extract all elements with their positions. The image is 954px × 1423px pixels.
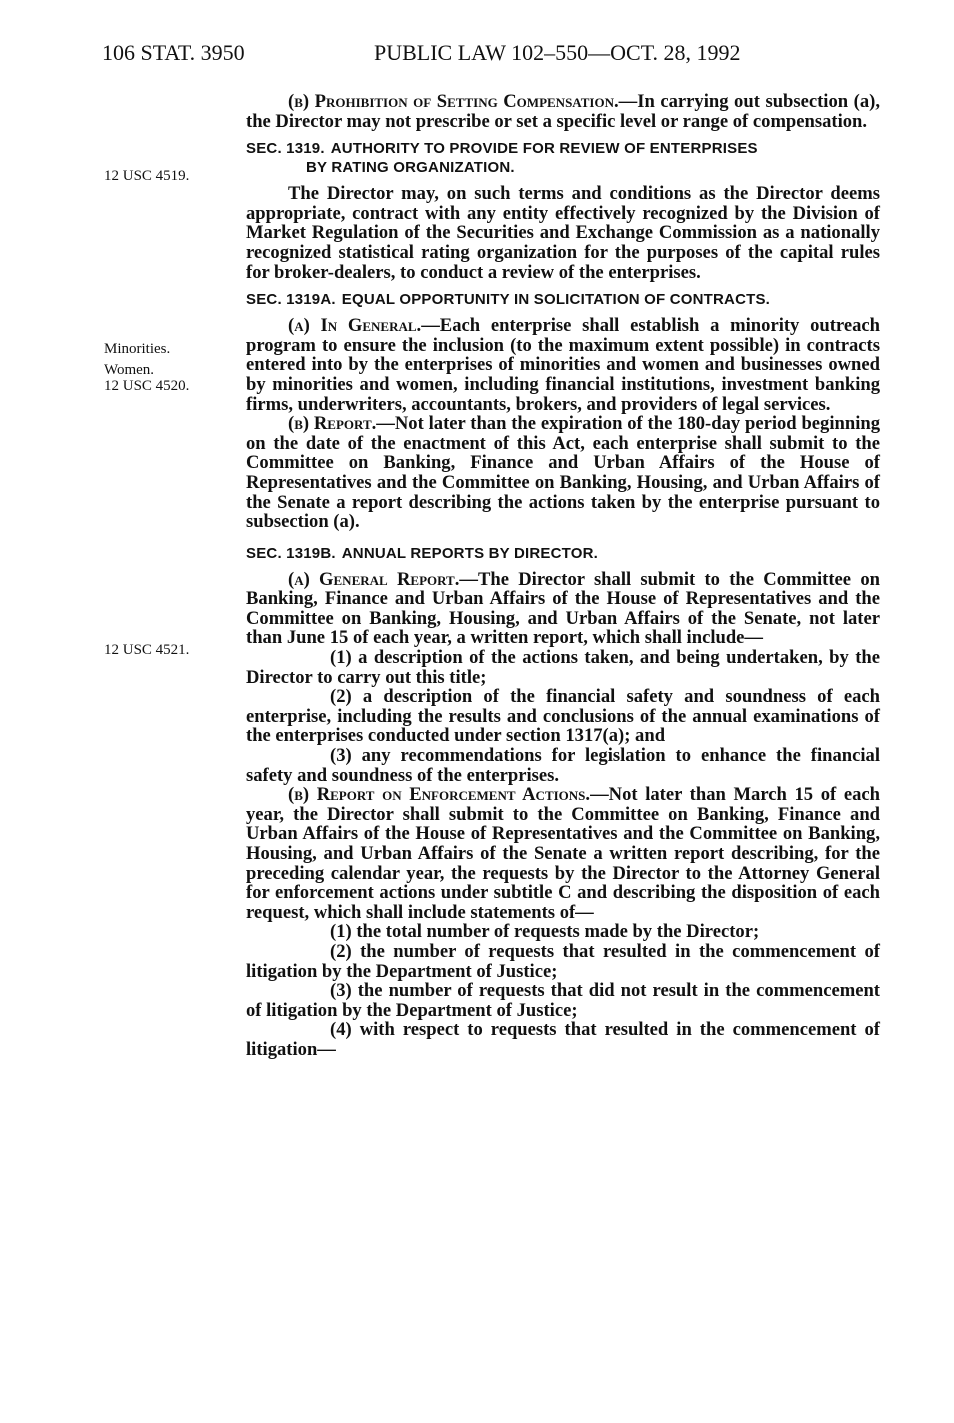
section-number: SEC. 1319. [246,140,325,158]
page-header [102,40,782,70]
statement-item-4: (4) with respect to requests that resulted in the commencement of litigation— [246,1019,880,1060]
margin-note-usc-4519: 12 USC 4519. [104,168,190,184]
report-item-3: (3) any recommendations for legislation to enhance the financial safety and soundness of the enterprises. [246,745,880,786]
margin-note-minorities: Minorities. [104,341,171,357]
statement-item-3: (3) the number of requests that did not result in the commencement of litigation by the Department of Justice; [246,980,880,1021]
paragraph-text: —Not later than the expiration of the 180-day period beginning on the date of the enactment of this Act, each enterprise shall submit to the Committee on Banking, Finance and Urban Affairs of the House of Representatives and the Committee on Banking, Housing, and Urban Affairs of the Senate a report describing the actions taken by the enterprise pursuant to subsection (a). [246,413,880,533]
section-1319b-heading [246,544,880,563]
report-item-2: (2) a description of the financial safety and soundness of each enterprise, including the results and conclusions of the annual examinations of the enterprises conducted under section 1317(a); and [246,686,880,747]
statement-item-2: (2) the number of requests that resulted in the commencement of litigation by the Department of Justice; [246,940,880,982]
report-item-1: (1) a description of the actions taken, and being undertaken, by the Director to carry out this title; [246,647,880,688]
section-number: SEC. 1319B. [246,544,336,562]
section-1319-paragraph: The Director may, on such terms and conditions as the Director deems appropriate, contract with any entity effectively recognized by the Division of Market Regulation of the Securities and Exchange Commission as a nationally recognized statistical rating organization for the purposes of the capital rules for broker-dealers, to conduct a review of the enterprises. [246,183,880,283]
subsection-heading: (b) Prohibition of Setting Compensation. [288,91,619,112]
section-number: SEC. 1319A. [246,291,336,309]
paragraph-text: —In carrying out subsection (a), the Director may not prescribe or set a specific level or range of compensation. [246,91,880,132]
margin-note-women: Women. [104,362,155,378]
paragraph-text: —Each enterprise shall establish a minority outreach program to ensure the inclusion (to the maximum extent possible) in contracts entered into by the enterprises of minorities and women and businesses owned by minorities and women, including financial institutions, investment banking firms, underwriters, accountants, brokers, and providers of legal services. [246,315,880,415]
section-title: ANNUAL REPORTS BY DIRECTOR. [341,544,599,562]
paragraph-text: —The Director shall submit to the Committee on Banking, Finance and Urban Affairs of the House of Representatives and the Committee on Banking, Housing, and Urban Affairs of the Senate, not later than June 15 of each year, a written report, which shall include— [246,568,880,649]
margin-note-usc-4521: 12 USC 4521. [104,642,190,658]
paragraph-text: —Not later than March 15 of each year, the Director shall submit to the Committee on Banking, Finance and Urban Affairs of the House of Representatives and the Committee on Banking, Housing, and Urban Affairs of the Senate a written report describing, for the preceding calendar year, the requests by the Director to the Attorney General for enforcement actions under subtitle C and describing the disposition of each request, which shall include statements of— [246,784,880,923]
subsection-heading: (a) General Report. [288,568,460,590]
section-title: EQUAL OPPORTUNITY IN SOLICITATION OF CONTRACTS. [341,291,771,309]
section-1319b-subsection-a [246,570,880,648]
section-1319a-subsection-b [246,414,880,532]
section-1319a-subsection-a [246,316,880,414]
section-title: AUTHORITY TO PROVIDE FOR REVIEW OF ENTERPRISES [330,140,758,158]
section-1319-heading [246,139,880,177]
statement-item-1: (1) the total number of requests made by the Director; [330,921,760,943]
subsection-heading: (b) Report on Enforcement Actions. [288,784,591,806]
prohibition-paragraph [246,92,880,131]
margin-note-usc-4520: 12 USC 4520. [104,378,190,394]
public-law-citation: PUBLIC LAW 102–550—OCT. 28, 1992 [374,40,741,65]
section-title-continued: BY RATING ORGANIZATION. [306,159,515,177]
subsection-heading: (a) In General. [288,315,422,337]
stat-page-number: 106 STAT. 3950 [102,40,245,65]
statute-text [246,92,880,1060]
subsection-heading: (b) Report. [288,413,377,435]
section-1319a-heading [246,290,880,309]
section-1319b-subsection-b [246,785,880,922]
